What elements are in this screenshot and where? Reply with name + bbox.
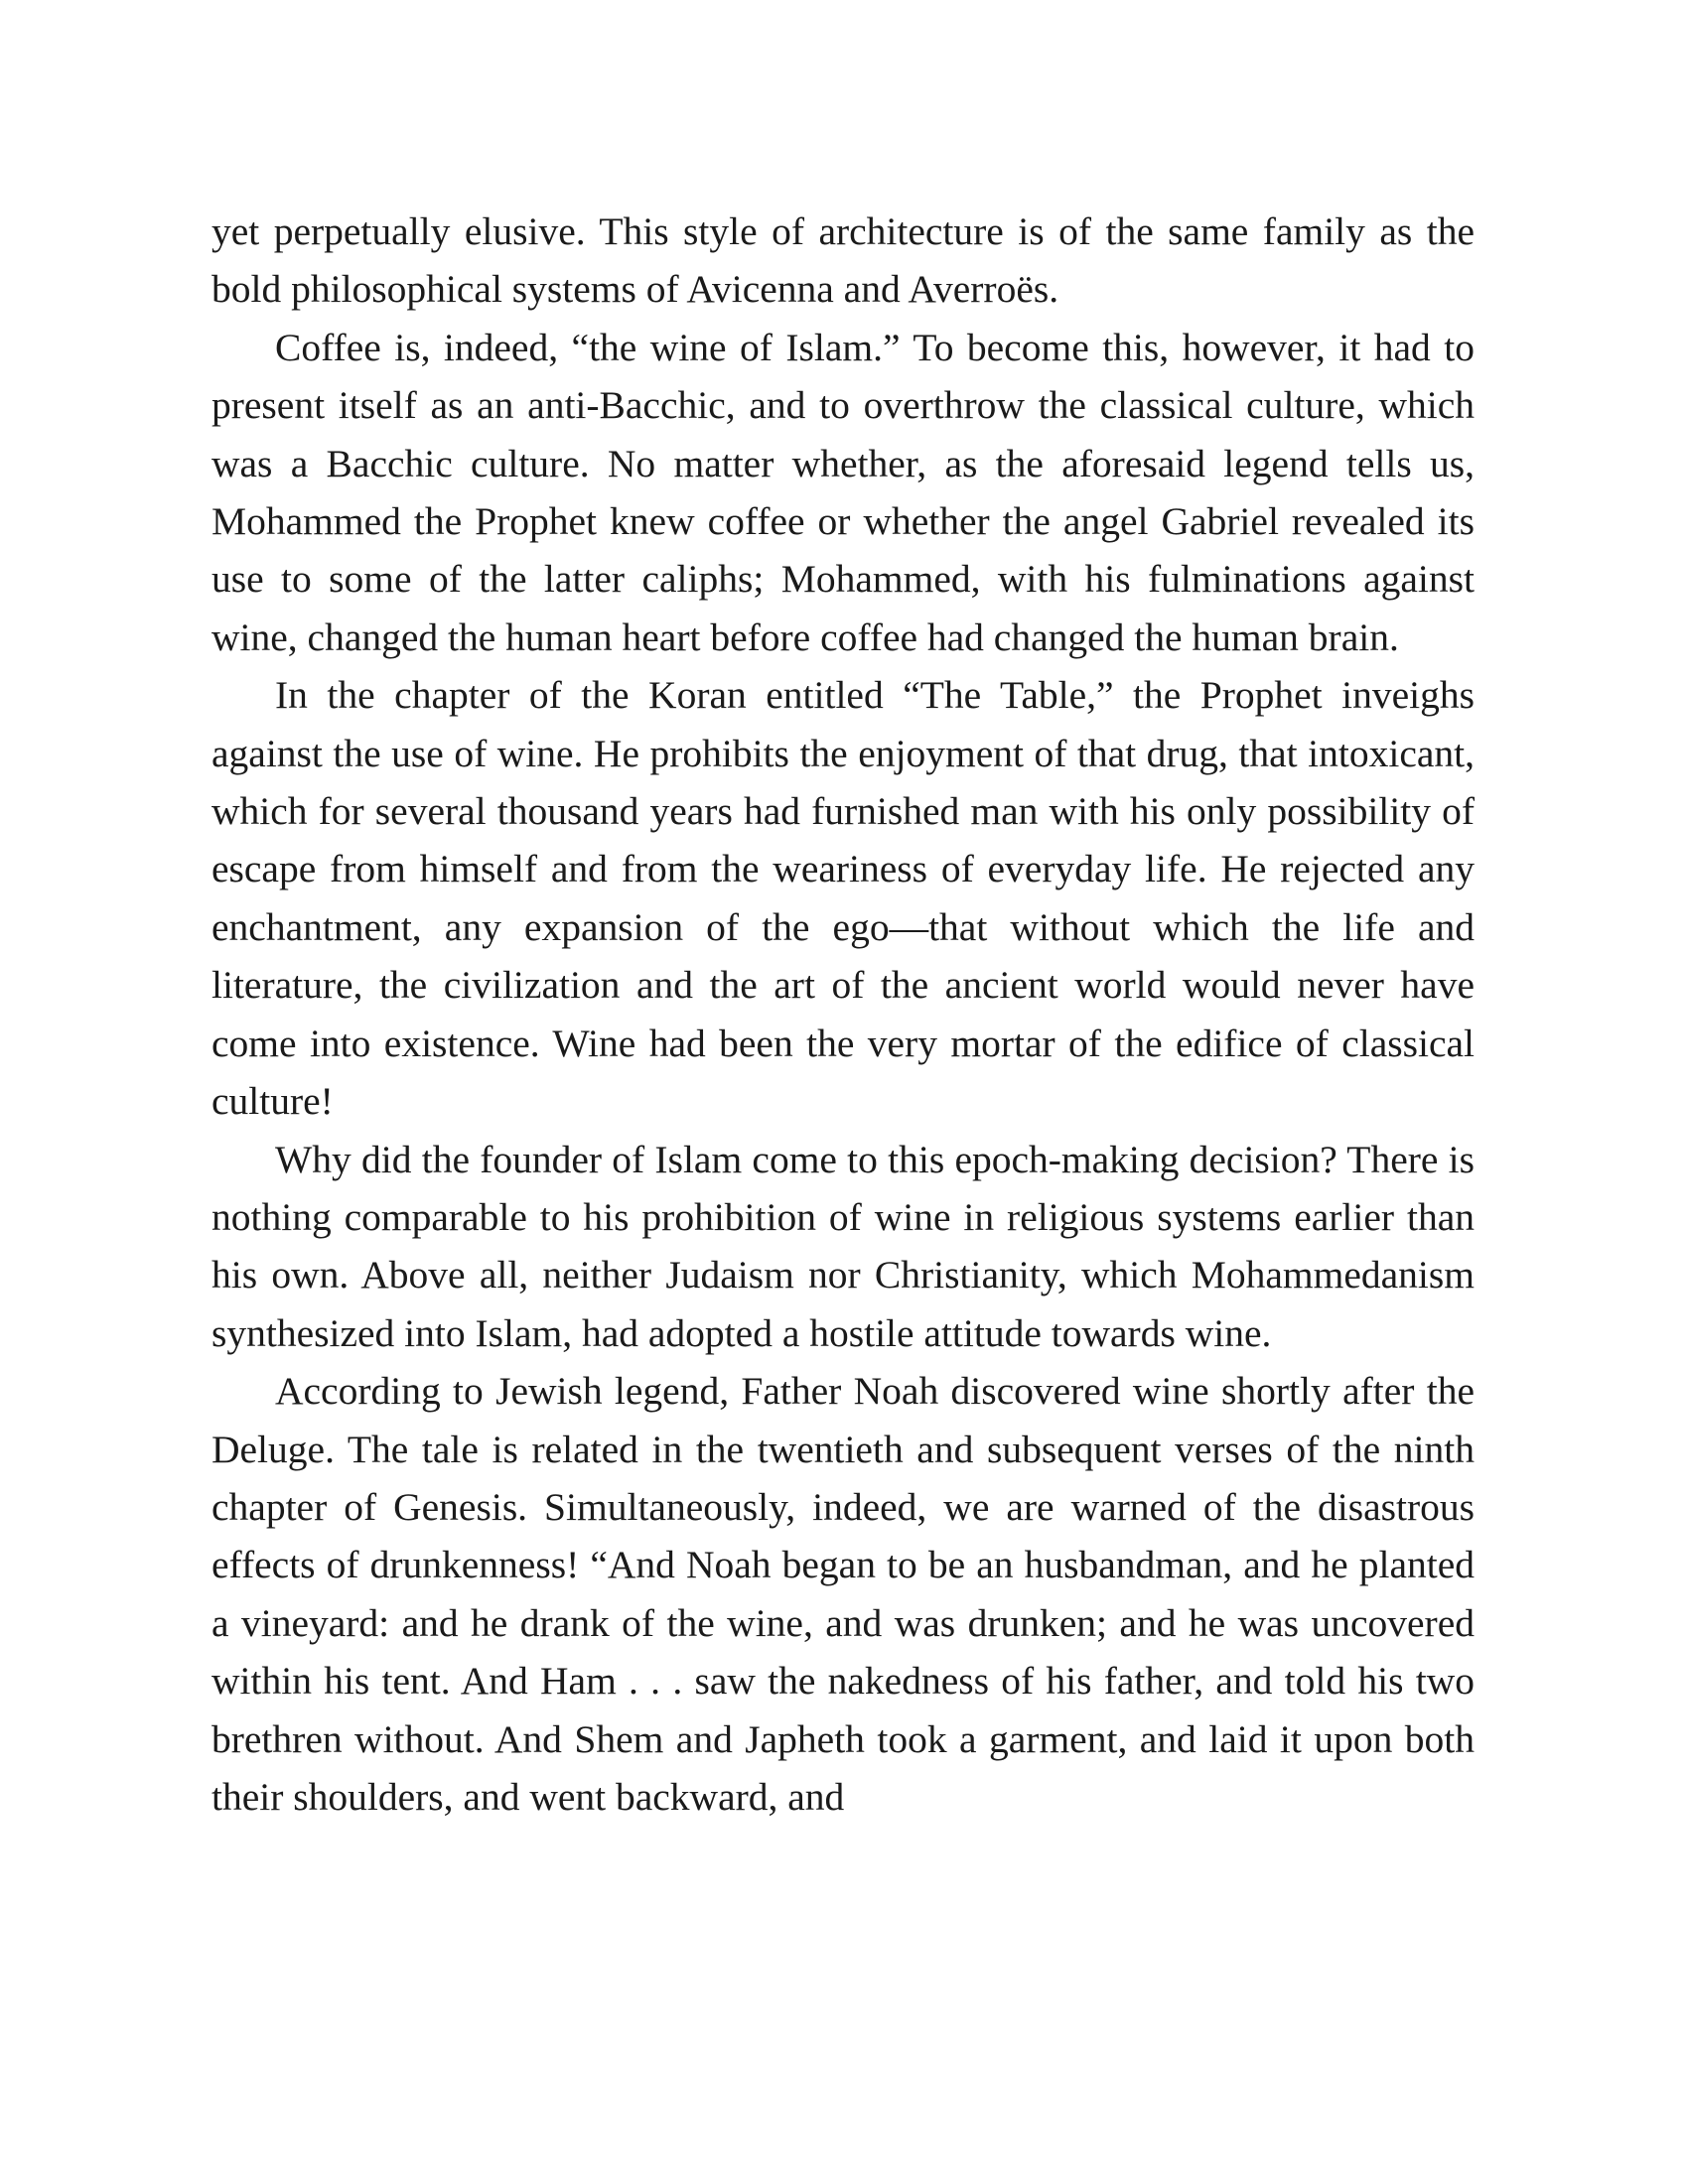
body-text <box>211 203 1475 1826</box>
paragraph: According to Jewish legend, Father Noah discovered wine shortly after the Deluge. The tale is related in the twentieth and subsequent verses of the ninth chapter of Genesis. Simultaneously, indeed, we are warned of the disastrous effects of drunkenness! “And Noah began to be an husbandman, and he planted a vineyard: and he drank of the wine, and was drunken; and he was uncovered within his tent. And Ham . . . saw the nakedness of his father, and told his two brethren without. And Shem and Japheth took a garment, and laid it upon both their shoulders, and went backward, and <box>211 1369 1475 1819</box>
paragraph: Why did the founder of Islam come to this epoch-making decision? There is nothing comparable to his prohibition of wine in religious systems earlier than his own. Above all, neither Judaism nor Christianity, which Mohammedanism synthesized into Islam, had adopted a hostile attitude towards wine. <box>211 1137 1475 1355</box>
paragraph: In the chapter of the Koran entitled “The Table,” the Prophet inveighs against the use of wine. He prohibits the enjoyment of that drug, that intoxicant, which for several thousand years had furnished man with his only possibility of escape from himself and from the weariness of everyday life. He rejected any enchantment, any expansion of the ego—that without which the life and literature, the civilization and the art of the ancient world would never have come into existence. Wine had been the very mortar of the edifice of classical culture! <box>211 673 1475 1124</box>
paragraph: Coffee is, indeed, “the wine of Islam.” To become this, however, it had to present itself as an anti-Bacchic, and to overthrow the classical culture, which was a Bacchic culture. No matter whether, as the aforesaid legend tells us, Mohammed the Prophet knew coffee or whether the angel Gabriel revealed its use to some of the latter caliphs; Mohammed, with his fulminations against wine, changed the human heart before coffee had changed the human brain. <box>211 325 1475 659</box>
paragraph-continuation: yet perpetually elusive. This style of architecture is of the same family as the bold philosophical systems of Avicenna and Averroës. <box>211 209 1475 312</box>
